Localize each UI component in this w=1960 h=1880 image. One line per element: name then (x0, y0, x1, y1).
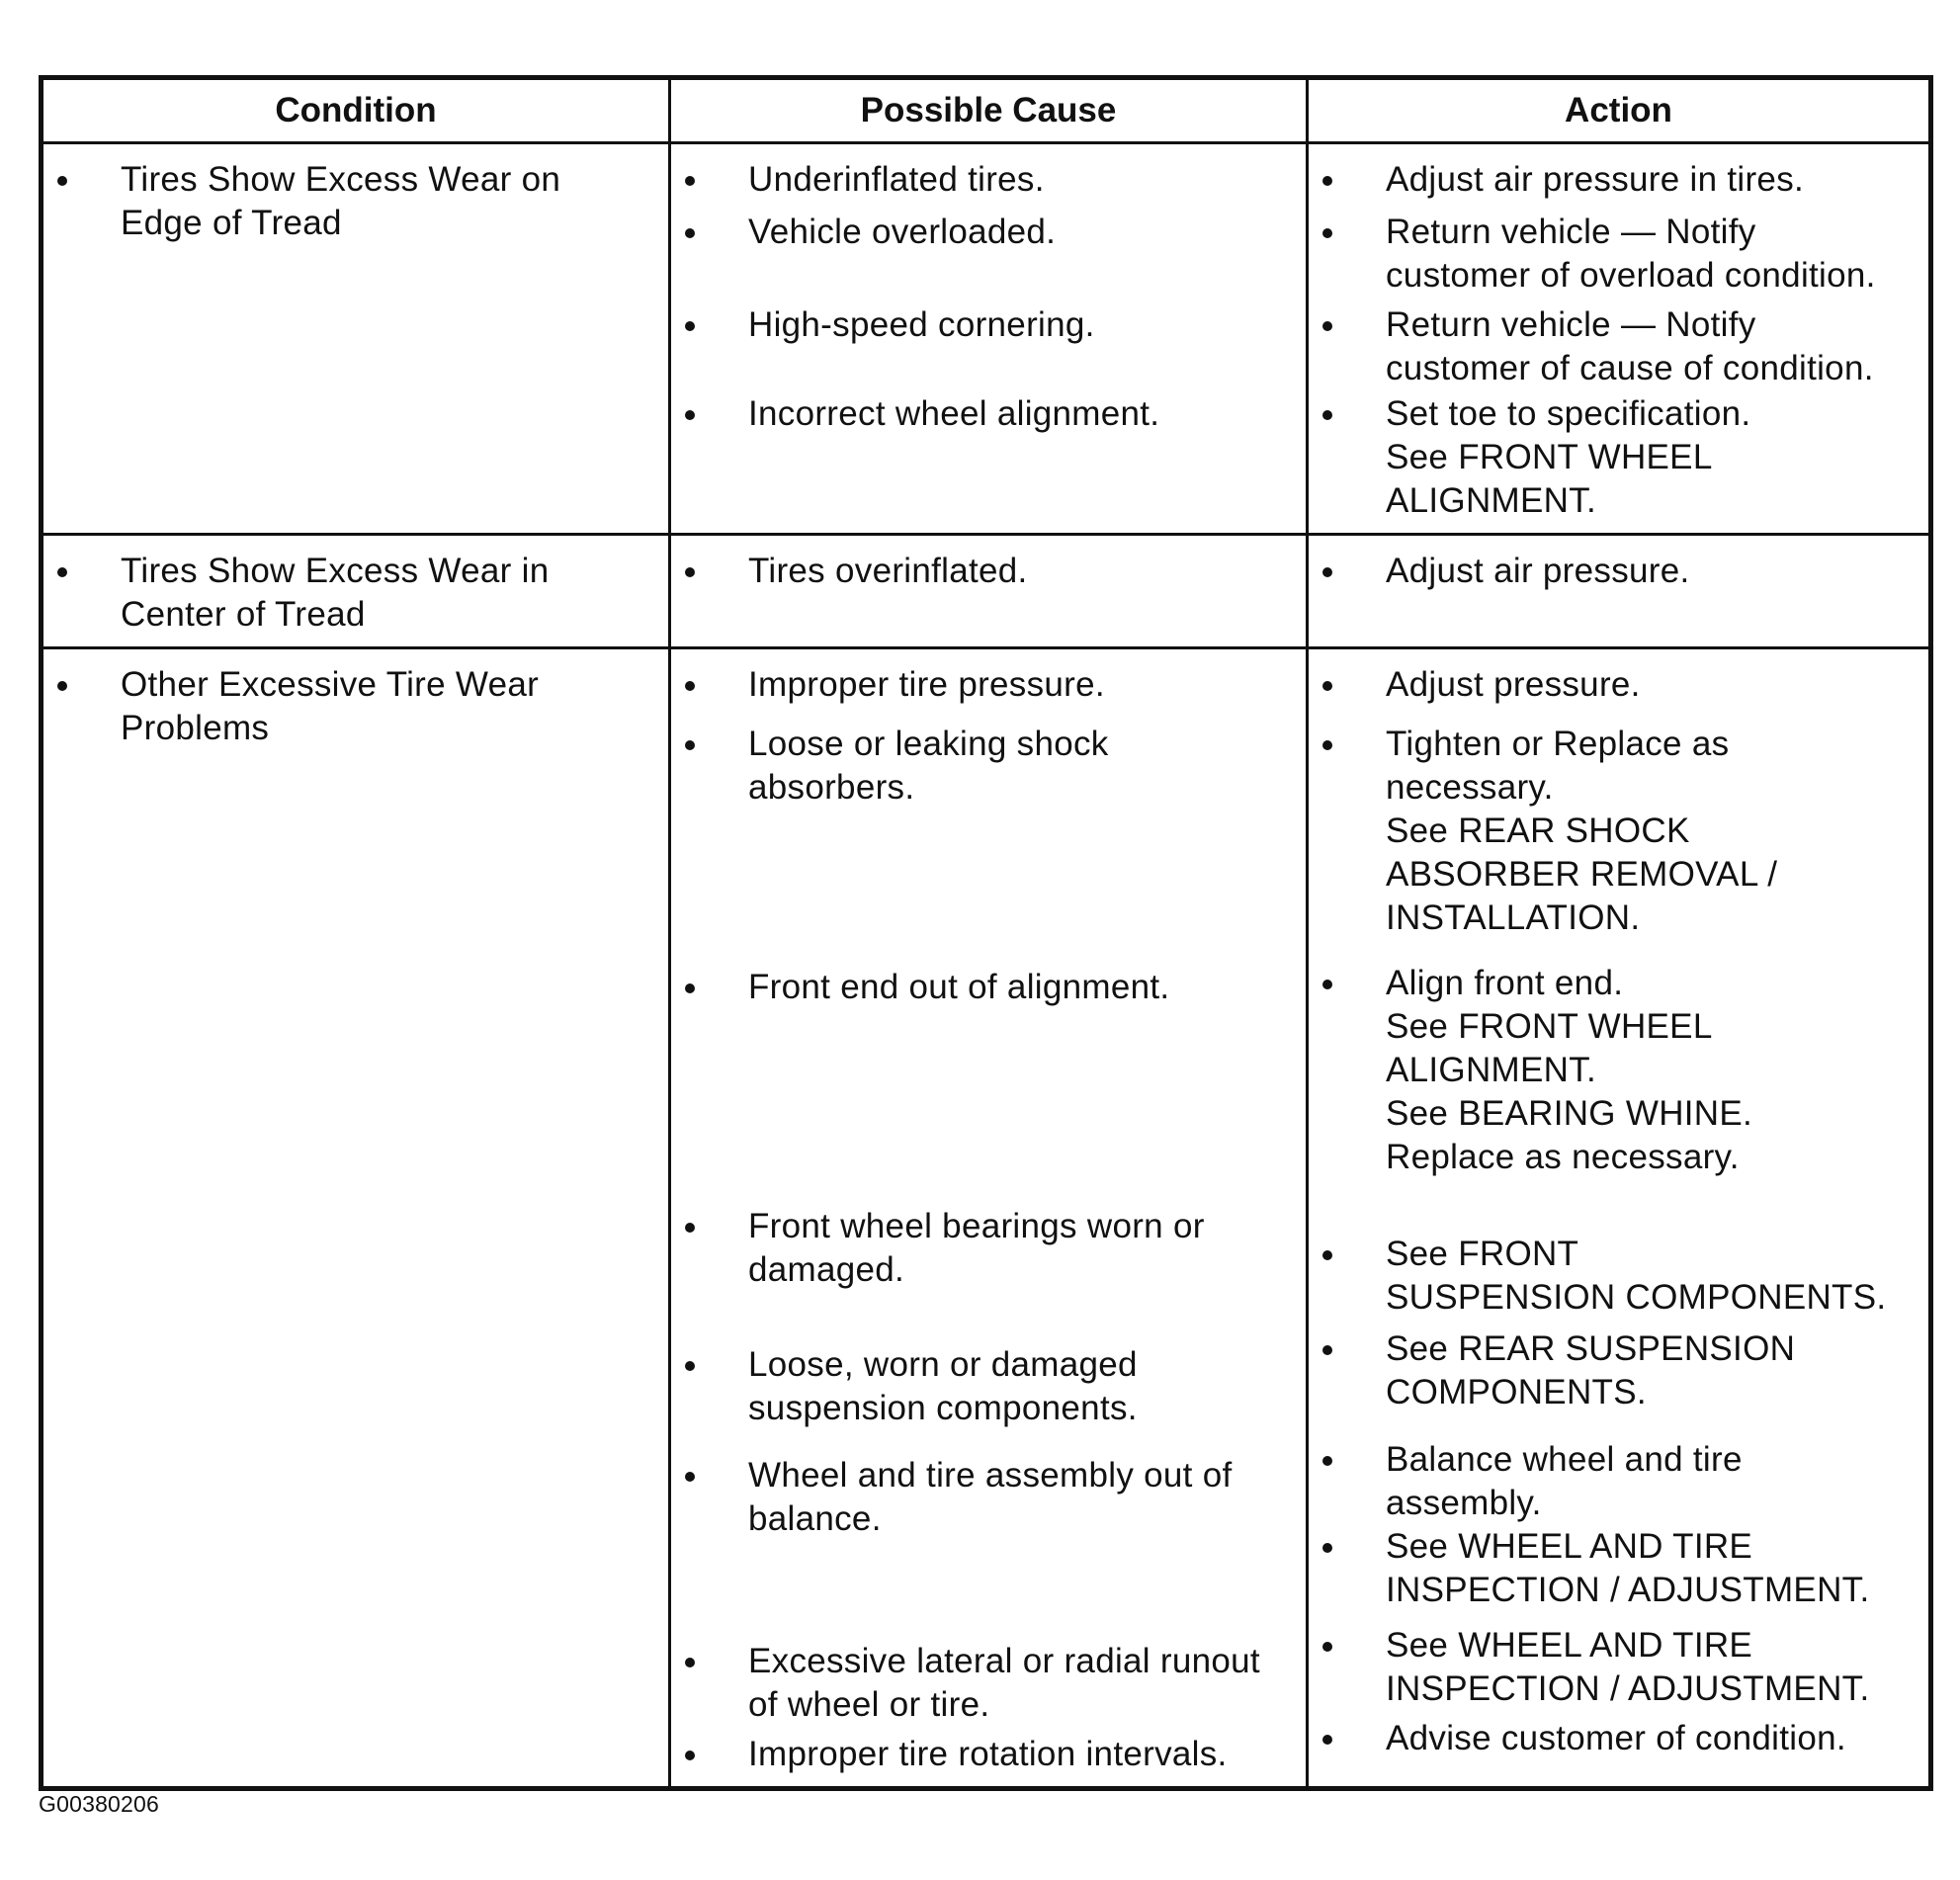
text-line: Improper tire pressure. (748, 665, 1105, 704)
text-line: Adjust air pressure in tires. (1386, 160, 1805, 199)
text-line: Tighten or Replace as (1386, 725, 1730, 763)
table-row (42, 143, 1931, 535)
text-line: See WHEEL AND TIRE (1386, 1527, 1753, 1566)
text-line: Excessive lateral or radial runout (748, 1642, 1260, 1680)
text-line: See FRONT (1386, 1235, 1579, 1273)
text-line: See BEARING WHINE. (1386, 1094, 1753, 1133)
action-item (1309, 211, 1928, 298)
text-line: COMPONENTS. (1386, 1373, 1647, 1411)
action-item (1309, 663, 1928, 707)
text-line: Return vehicle — Notify (1386, 213, 1756, 251)
cause-item (671, 1205, 1306, 1292)
text-line: suspension components. (748, 1389, 1138, 1427)
text-line: Problems (121, 709, 270, 747)
cause-item (671, 1640, 1306, 1727)
text-line: INSTALLATION. (1386, 898, 1641, 937)
action-item (1309, 1438, 1928, 1525)
text-line: See REAR SUSPENSION (1386, 1329, 1796, 1368)
table-row (42, 535, 1931, 648)
text-line: Loose, worn or damaged (748, 1345, 1138, 1384)
header-action: Action (1308, 78, 1931, 143)
cause-item (671, 392, 1306, 436)
action-cell (1308, 143, 1931, 535)
diagnosis-table (39, 75, 1933, 1791)
cause-cell (670, 143, 1308, 535)
action-item (1309, 303, 1928, 390)
text-line: Adjust pressure. (1386, 665, 1641, 704)
action-item (1309, 1525, 1928, 1612)
action-item (1309, 1624, 1928, 1711)
text-line: Front wheel bearings worn or (748, 1207, 1205, 1245)
text-line: balance. (748, 1499, 882, 1538)
text-line: INSPECTION / ADJUSTMENT. (1386, 1571, 1870, 1609)
text-line: Return vehicle — Notify (1386, 305, 1756, 344)
text-line: Vehicle overloaded. (748, 213, 1057, 251)
text-line: Adjust air pressure. (1386, 552, 1690, 590)
condition-item (43, 158, 668, 245)
action-cell (1308, 535, 1931, 648)
text-line: of wheel or tire. (748, 1685, 990, 1724)
text-line: High-speed cornering. (748, 305, 1095, 344)
cause-item (671, 1454, 1306, 1541)
text-line: SUSPENSION COMPONENTS. (1386, 1278, 1887, 1317)
cause-cell (670, 648, 1308, 1789)
action-item (1309, 158, 1928, 202)
text-line: Center of Tread (121, 595, 366, 634)
condition-item (43, 663, 668, 750)
text-line: Edge of Tread (121, 204, 342, 242)
cause-item (671, 723, 1306, 810)
condition-item (43, 550, 668, 637)
text-line: Loose or leaking shock (748, 725, 1109, 763)
text-line: damaged. (748, 1250, 905, 1289)
text-line: Underinflated tires. (748, 160, 1045, 199)
action-item (1309, 1327, 1928, 1414)
header-condition: Condition (42, 78, 670, 143)
text-line: Front end out of alignment. (748, 968, 1170, 1006)
text-line: absorbers. (748, 768, 915, 807)
text-line: Set toe to specification. (1386, 394, 1751, 433)
text-line: Other Excessive Tire Wear (121, 665, 540, 704)
action-item (1309, 723, 1928, 940)
text-line: Wheel and tire assembly out of (748, 1456, 1233, 1495)
action-item (1309, 962, 1928, 1179)
cause-item (671, 211, 1306, 254)
text-line: Advise customer of condition. (1386, 1719, 1846, 1757)
cause-item (671, 1343, 1306, 1430)
cause-item (671, 663, 1306, 707)
text-line: Tires overinflated. (748, 552, 1028, 590)
text-line: Tires Show Excess Wear on (121, 160, 561, 199)
text-line: customer of cause of condition. (1386, 349, 1874, 387)
action-cell (1308, 648, 1931, 1789)
text-line: ABSORBER REMOVAL / (1386, 855, 1778, 894)
text-line: Replace as necessary. (1386, 1138, 1740, 1176)
text-line: assembly. (1386, 1484, 1542, 1522)
text-line: INSPECTION / ADJUSTMENT. (1386, 1669, 1870, 1708)
cause-item (671, 966, 1306, 1009)
table-row (42, 648, 1931, 1789)
action-item (1309, 1717, 1928, 1760)
action-item (1309, 1233, 1928, 1320)
text-line: ALIGNMENT. (1386, 481, 1597, 520)
text-line: See FRONT WHEEL (1386, 438, 1713, 476)
text-line: See FRONT WHEEL (1386, 1007, 1713, 1046)
cause-item (671, 550, 1306, 593)
text-line: Align front end. (1386, 964, 1624, 1002)
text-line: Incorrect wheel alignment. (748, 394, 1160, 433)
cause-item (671, 158, 1306, 202)
text-line: ALIGNMENT. (1386, 1051, 1597, 1089)
text-line: Balance wheel and tire (1386, 1440, 1743, 1479)
cause-item (671, 303, 1306, 347)
text-line: customer of overload condition. (1386, 256, 1876, 295)
text-line: Tires Show Excess Wear in (121, 552, 550, 590)
cause-item (671, 1733, 1306, 1776)
condition-cell (42, 648, 670, 1789)
text-line: necessary. (1386, 768, 1554, 807)
condition-cell (42, 535, 670, 648)
cause-cell (670, 535, 1308, 648)
action-item (1309, 550, 1928, 593)
header-possible-cause: Possible Cause (670, 78, 1308, 143)
text-line: Improper tire rotation intervals. (748, 1735, 1228, 1773)
figure-id: G00380206 (39, 1791, 160, 1817)
header-row (42, 78, 1931, 143)
text-line: See REAR SHOCK (1386, 812, 1690, 850)
condition-cell (42, 143, 670, 535)
text-line: See WHEEL AND TIRE (1386, 1626, 1753, 1665)
action-item (1309, 392, 1928, 523)
